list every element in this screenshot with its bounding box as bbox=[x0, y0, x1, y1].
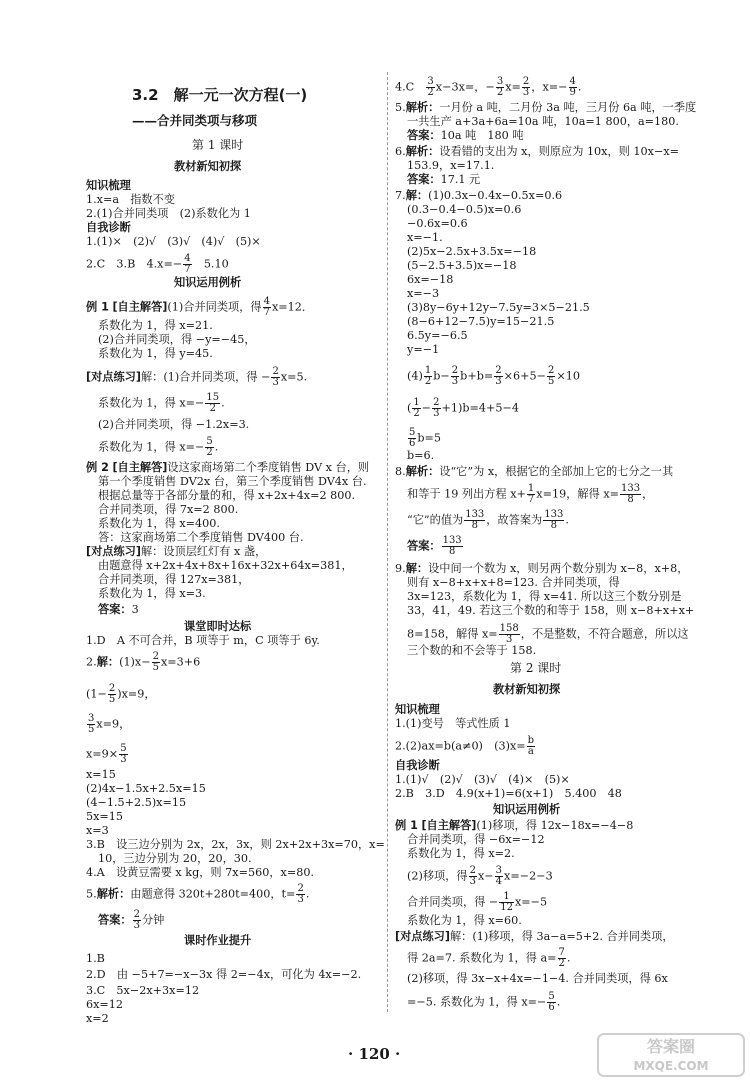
section-subtitle: ——合并同类项与移项 bbox=[132, 113, 258, 128]
fraction: $\frac{1}{7}$ bbox=[527, 483, 535, 505]
text-line: 6.解析：设看错的支出为 x，则原应为 10x，则 10x−x= bbox=[395, 145, 680, 158]
text-line: 1.(1)√ (2)√ (3)√ (4)× (5)× bbox=[395, 773, 570, 786]
text-line: 和等于 19 列出方程 x+ $\frac{1}{7}$ x=19，解得 x= $\frac{133}{8}$ ， bbox=[407, 483, 654, 505]
text-line: 2.D 由 −5+7=−x−3x 得 2=−4x，可化为 4x=−2. bbox=[86, 968, 362, 981]
fraction: $\frac{b}{a}$ bbox=[527, 735, 535, 757]
fraction: $\frac{4}{7}$ bbox=[263, 296, 270, 318]
text-line: [对点练习]解：(1)移项，得 3a−a=5+2. 合并同类项， bbox=[395, 930, 674, 943]
fraction: $\frac{2}{3}$ bbox=[451, 365, 459, 387]
fraction: $\frac{3}{4}$ bbox=[495, 865, 503, 887]
fraction: $\frac{2}{3}$ bbox=[297, 883, 304, 905]
text-line: 得 2a=7. 系数化为 1，得 a= $\frac{7}{2}$ . bbox=[407, 947, 571, 969]
text-line: 系数化为 1，得 x=3. bbox=[98, 587, 206, 600]
text-line: 根据总量等于各部分量的和，得 x+2x+4x=2 800. bbox=[98, 489, 356, 502]
text-line: 系数化为 1，得 x=2. bbox=[407, 847, 515, 860]
text-line: 三个数的和不会等于 158. bbox=[407, 644, 537, 657]
fraction: $\frac{1}{12}$ bbox=[500, 891, 513, 913]
text-line: 5.解析：一月份 a 吨，二月份 3a 吨，三月份 6a 吨，一季度 bbox=[395, 101, 697, 114]
text-line: x=−1. bbox=[407, 231, 443, 244]
text-line: 8=158，解得 x= $\frac{158}{3}$ ，不是整数，不符合题意，所以这 bbox=[407, 623, 689, 645]
subsection-heading: 教材新知初探 bbox=[493, 683, 561, 696]
text-line: 由题意得 x+2x+4x+8x+16x+32x+64x=381， bbox=[98, 559, 353, 572]
fraction: $\frac{15}{2}$ bbox=[206, 392, 220, 414]
text-line: 一共生产 a+3a+6a=10a 吨，10a=1 800，a=180. bbox=[407, 115, 679, 128]
fraction: $\frac{3}{5}$ bbox=[88, 713, 95, 735]
text-line: x=15 bbox=[86, 768, 116, 781]
text-line: =−5. 系数化为 1，得 x=− $\frac{5}{6}$ . bbox=[407, 991, 561, 1013]
answer-line: 答案： $\frac{133}{8}$ bbox=[407, 535, 462, 557]
topic-heading: 自我诊断 bbox=[395, 759, 440, 772]
topic-heading: 自我诊断 bbox=[86, 221, 131, 234]
page-number: · 120 · bbox=[348, 1045, 401, 1063]
fraction: $\frac{2}{3}$ bbox=[433, 397, 440, 419]
text-line: b=6. bbox=[407, 449, 435, 462]
watermark-logo bbox=[596, 1030, 746, 1080]
text-line: (0.3−0.4−0.5)x=0.6 bbox=[407, 203, 522, 216]
section-title: 3.2 解一元一次方程(一) bbox=[132, 86, 308, 104]
text-line: (2)移项，得 $\frac{2}{3}$ x− $\frac{3}{4}$ x=−2−3 bbox=[407, 865, 553, 887]
text-line: (1− $\frac{2}{5}$ )x=9， bbox=[86, 683, 156, 705]
fraction: $\frac{5}{3}$ bbox=[120, 743, 127, 765]
text-line: 7.解：(1)0.3x−0.4x−0.5x=0.6 bbox=[395, 189, 563, 202]
fraction: $\frac{2}{5}$ bbox=[547, 365, 555, 387]
fraction: $\frac{2}{3}$ bbox=[469, 865, 476, 887]
text-line: (5−2.5+3.5)x=−18 bbox=[407, 259, 517, 272]
text-run: 2.C 3.B 4.x=− bbox=[86, 257, 183, 271]
fraction: $\frac{2}{5}$ bbox=[152, 651, 159, 673]
text-line: 2.(1)合并同类项 (2)系数化为 1 bbox=[86, 207, 251, 220]
text-line: 2.B 3.D 4.9(x+1)=6(x+1) 5.400 48 bbox=[395, 787, 622, 800]
text-line: 5.解析：由题意得 320t+280t=400，t= $\frac{2}{3}$ . bbox=[86, 883, 310, 905]
text-line: (2)4x−1.5x+2.5x=15 bbox=[86, 782, 206, 795]
lesson-heading: 第 1 课时 bbox=[192, 138, 244, 152]
text-line: x=3 bbox=[86, 824, 109, 837]
text-line: 1.B bbox=[86, 952, 105, 965]
text-line: 例 1 [自主解答](1)移项，得 12x−18x=−4−8 bbox=[395, 819, 634, 832]
answer-line: 答案：10a 吨 180 吨 bbox=[407, 129, 524, 142]
text-line: 8.解析：设“它”为 x，根据它的全部加上它的七分之一其 bbox=[395, 465, 674, 478]
text-line: 1.x=a 指数不变 bbox=[86, 193, 175, 206]
fraction: $\frac{7}{2}$ bbox=[558, 947, 565, 969]
text-line: 153.9，x=17.1. bbox=[407, 159, 495, 172]
fraction: $\frac{4}{7}$ bbox=[184, 253, 191, 275]
text-line: “它”的值为 $\frac{133}{8}$ ，故答案为 $\frac{133}{8}$ . bbox=[407, 509, 569, 531]
svg-text:MXQE.COM: MXQE.COM bbox=[633, 1059, 709, 1073]
text-line: 合并同类项，得 −6x=−12 bbox=[407, 833, 545, 846]
text-line: x=2 bbox=[86, 1012, 109, 1025]
text-line: (2)移项，得 3x−x+4x=−1−4. 合并同类项，得 6x bbox=[407, 972, 668, 985]
fraction: $\frac{1}{2}$ bbox=[424, 365, 432, 387]
text-line: 6x=−18 bbox=[407, 273, 454, 286]
subsection-heading: 课堂即时达标 bbox=[184, 620, 252, 633]
text-line: (3)8y−6y+12y−7.5y=3×5−21.5 bbox=[407, 301, 590, 314]
fraction: $\frac{133}{8}$ bbox=[544, 509, 564, 531]
text-line: 33，41，49. 若这三个数的和等于 158，则 x−8+x+x+ bbox=[407, 604, 695, 617]
text-line: [对点练习]解：设顶层红灯有 x 盏， bbox=[86, 545, 267, 558]
fraction: $\frac{3}{2}$ bbox=[496, 76, 504, 98]
topic-heading: 知识梳理 bbox=[395, 703, 440, 716]
text-line: 1.(1)变号 等式性质 1 bbox=[395, 717, 511, 730]
text-line: 2.(2)ax=b(a≠0) (3)x= $\frac{b}{a}$ bbox=[395, 735, 535, 757]
answer-line: 答案：17.1 元 bbox=[407, 173, 481, 186]
fraction: $\frac{5}{6}$ bbox=[548, 991, 555, 1013]
text-line: 系数化为 1，得 y=45. bbox=[98, 347, 213, 360]
text-line: (4−1.5+2.5)x=15 bbox=[86, 796, 187, 809]
fraction: $\frac{2}{3}$ bbox=[133, 909, 140, 931]
text-line: (2)合并同类项，得 −1.2x=3. bbox=[98, 418, 250, 431]
text-line: 6x=12 bbox=[86, 998, 124, 1011]
fraction: $\frac{1}{2}$ bbox=[413, 397, 420, 419]
fraction: $\frac{2}{3}$ bbox=[495, 365, 502, 387]
text-line: 合并同类项，得 7x=2 800. bbox=[98, 503, 239, 516]
text-line: 第一个季度销售 DV2x 台，第三个季度销售 DV4x 台. bbox=[98, 475, 367, 488]
text-line: 例 1 [自主解答](1)合并同类项，得 $\frac{4}{7}$ x=12． bbox=[86, 296, 314, 318]
text-line: 系数化为 1，得 x=− $\frac{15}{2}$ . bbox=[98, 392, 225, 414]
text-line: (2)5x−2.5x+3.5x=−18 bbox=[407, 245, 537, 258]
text-line: 9.解：设中间一个数为 x，则另两个数分别为 x−8，x+8， bbox=[395, 562, 689, 575]
text-line: 系数化为 1，得 x=21. bbox=[98, 319, 213, 332]
text-line: 3.C 5x−2x+3x=12 bbox=[86, 984, 200, 997]
text-line: x=−3 bbox=[407, 287, 440, 300]
subsection-heading: 课时作业提升 bbox=[184, 934, 252, 947]
text-line: 3x=123，系数化为 1，得 x=41. 所以这三个数分别是 bbox=[407, 590, 682, 603]
answer-line: 答案：3 bbox=[98, 603, 139, 616]
text-run: 5.10 bbox=[192, 257, 229, 271]
text-line: 1.(1)× (2)√ (3)√ (4)√ (5)× bbox=[86, 235, 261, 248]
text-line: $\frac{3}{5}$ x=9， bbox=[88, 713, 131, 735]
text-line: $\frac{5}{6}$ b=5 bbox=[409, 427, 442, 449]
topic-heading: 知识梳理 bbox=[86, 179, 131, 192]
text-line: 3.B 设三边分别为 2x，2x，3x，则 2x+2x+3x=70，x= bbox=[86, 838, 385, 851]
text-line: 10，三边分别为 20，20，30. bbox=[98, 852, 252, 865]
fraction: $\frac{133}{8}$ bbox=[465, 509, 485, 531]
text-line: 系数化为 1，得 x=60. bbox=[407, 914, 522, 927]
subsection-heading: 教材新知初探 bbox=[174, 160, 242, 173]
fraction: $\frac{133}{8}$ bbox=[621, 483, 641, 505]
column-divider bbox=[387, 72, 388, 1012]
fraction: $\frac{2}{5}$ bbox=[108, 683, 116, 705]
text-line: [对点练习]解：(1)合并同类项，得 − $\frac{2}{3}$ x=5. bbox=[86, 366, 308, 388]
fraction: $\frac{133}{8}$ bbox=[442, 535, 462, 557]
text-line: (2)合并同类项，得 −y=−45， bbox=[98, 333, 256, 346]
text-line: 系数化为 1，得 x=− $\frac{5}{2}$ . bbox=[98, 436, 219, 458]
text-line: 合并同类项，得 127x=381， bbox=[98, 573, 250, 586]
fraction: $\frac{5}{2}$ bbox=[206, 436, 213, 458]
lesson-heading: 第 2 课时 bbox=[510, 661, 562, 675]
subsection-heading: 知识运用例析 bbox=[493, 803, 561, 816]
watermark-text: 答案圈 bbox=[646, 1037, 696, 1056]
text-line: 合并同类项，得 − $\frac{1}{12}$ x=−5 bbox=[407, 891, 548, 913]
text-line: 2.解：(1)x− $\frac{2}{5}$ x=3+6 bbox=[86, 651, 201, 673]
text-line: 例 2 [自主解答]设这家商场第二个季度销售 DV x 台，则 bbox=[86, 461, 370, 474]
text-line bbox=[86, 254, 229, 275]
text-line: ( $\frac{1}{2}$ − $\frac{2}{3}$ +1)b=4+5−4 bbox=[407, 397, 519, 419]
text-line: (8−6+12−7.5)y=15−21.5 bbox=[407, 315, 555, 328]
text-line: 1.D A 不可合并，B 项等于 m，C 项等于 6y. bbox=[86, 634, 320, 647]
fraction: $\frac{5}{6}$ bbox=[409, 427, 416, 449]
fraction: $\frac{158}{3}$ bbox=[499, 623, 519, 645]
text-line: −0.6x=0.6 bbox=[407, 217, 468, 230]
text-line: y=−1 bbox=[407, 343, 440, 356]
text-line: (4) $\frac{1}{2}$ b− $\frac{2}{3}$ b+b= $\frac{2}{3}$ ×6+5− $\frac{2}{5}$ ×10 bbox=[407, 365, 580, 387]
text-line: 6.5y=−6.5 bbox=[407, 329, 468, 342]
fraction: $\frac{3}{2}$ bbox=[427, 76, 434, 98]
text-line: 5x=15 bbox=[86, 810, 124, 823]
text-line: 4.A 设黄豆需要 x kg，则 7x=560，x=80. bbox=[86, 866, 314, 879]
text-line: x=9× $\frac{5}{3}$ bbox=[86, 743, 127, 765]
fraction: $\frac{2}{3}$ bbox=[522, 76, 530, 98]
text-line: 系数化为 1，得 x=400. bbox=[98, 517, 220, 530]
answer-line: 答案： $\frac{2}{3}$ 分钟 bbox=[98, 909, 165, 931]
subsection-heading: 知识运用例析 bbox=[174, 276, 242, 289]
text-line: 则有 x−8+x+x+8=123. 合并同类项，得 bbox=[407, 576, 620, 589]
fraction: $\frac{4}{9}$ bbox=[569, 76, 576, 98]
fraction: $\frac{2}{3}$ bbox=[272, 366, 279, 388]
text-line: 4.C $\frac{3}{2}$ x−3x=，− $\frac{3}{2}$ x= $\frac{2}{3}$ ，x=− $\frac{4}{9}$ . bbox=[395, 76, 582, 98]
text-line: 答：这家商场第二个季度销售 DV400 台. bbox=[98, 531, 304, 544]
